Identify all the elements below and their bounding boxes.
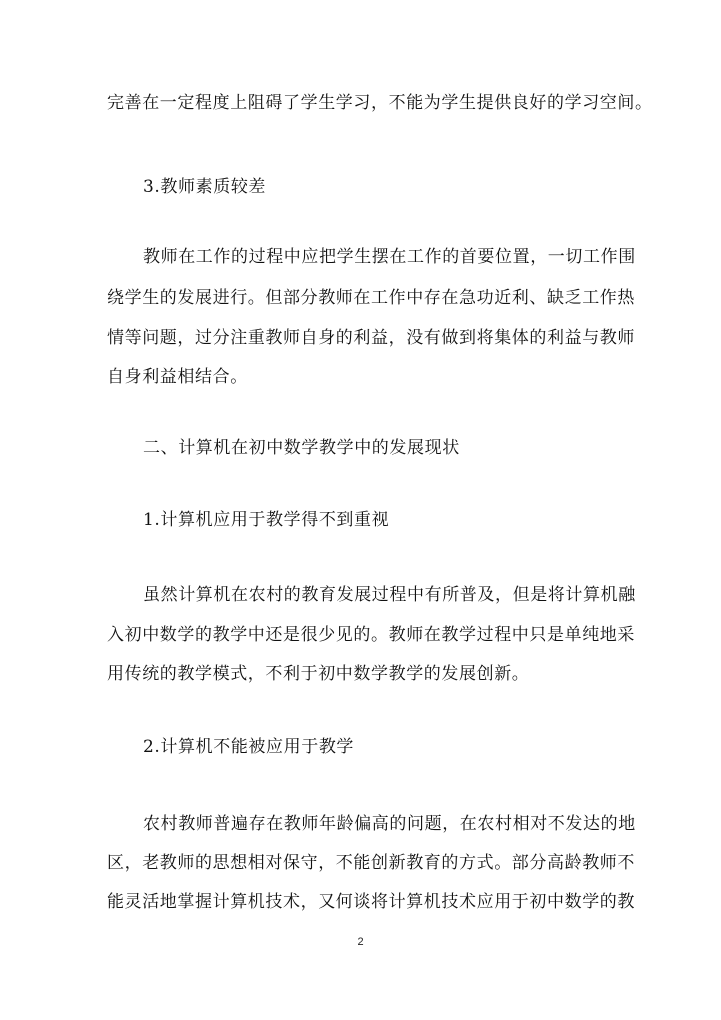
paragraph-line: 入初中数学的教学中还是很少见的。教师在教学过程中只是单纯地采 (107, 625, 635, 645)
paragraph-line: 农村教师普遍存在教师年龄偏高的问题，在农村相对不发达的地 (143, 814, 636, 834)
section-heading: 2.计算机不能被应用于教学 (143, 737, 355, 757)
section-heading: 3.教师素质较差 (143, 177, 267, 197)
paragraph-line: 用传统的教学模式，不利于初中数学教学的发展创新。 (107, 664, 530, 684)
paragraph-line: 自身利益相结合。 (107, 367, 248, 387)
paragraph-line: 虽然计算机在农村的教育发展过程中有所普及，但是将计算机融 (143, 585, 636, 605)
paragraph-line: 区，老教师的思想相对保守，不能创新教育的方式。部分高龄教师不 (107, 853, 635, 873)
section-heading: 1.计算机应用于教学得不到重视 (143, 510, 390, 530)
paragraph-line: 完善在一定程度上阻碍了学生学习，不能为学生提供良好的学习空间。 (107, 93, 653, 113)
page-number: 2 (357, 936, 364, 948)
paragraph-line: 绕学生的发展进行。但部分教师在工作中存在急功近利、缺乏工作热 (107, 288, 635, 308)
section-heading: 二、计算机在初中数学教学中的发展现状 (143, 438, 460, 458)
paragraph-line: 能灵活地掌握计算机技术，又何谈将计算机技术应用于初中数学的教 (107, 892, 635, 912)
paragraph-line: 教师在工作的过程中应把学生摆在工作的首要位置，一切工作围 (143, 247, 636, 267)
paragraph-line: 情等问题，过分注重教师自身的利益，没有做到将集体的利益与教师 (107, 328, 635, 348)
